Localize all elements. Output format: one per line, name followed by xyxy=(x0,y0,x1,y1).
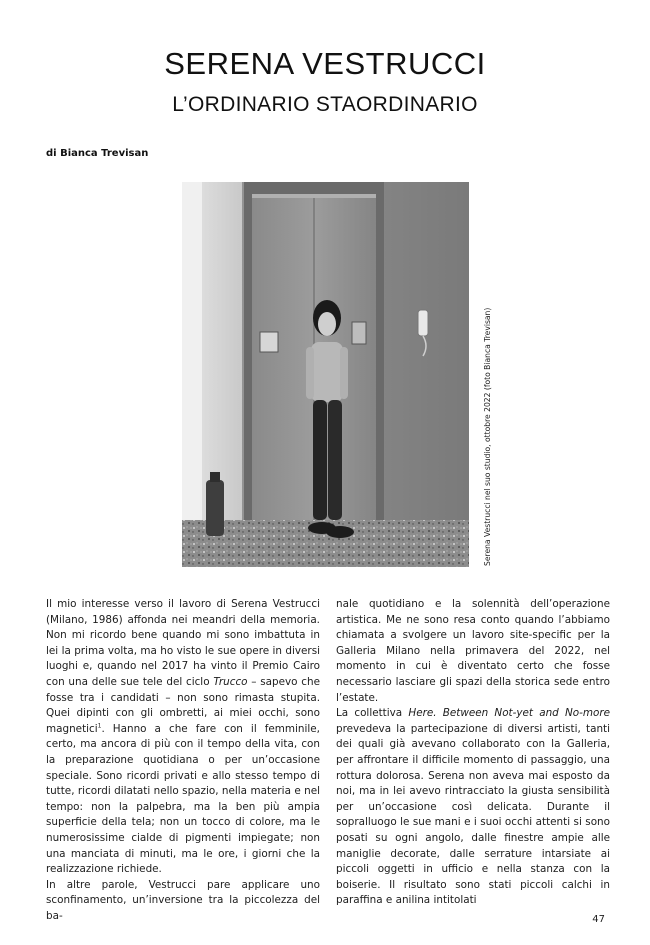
photo-caption: Serena Vestrucci nel suo studio, ottobre 2022 (foto Bianca Trevisan) xyxy=(483,307,492,566)
paragraph xyxy=(336,706,610,909)
italic-title: Trucco xyxy=(213,675,248,688)
paragraph: nale quotidiano e la solennità dell’operazione artistica. Me ne sono resa conto quando l’abbiamo chiamata a svolgere un lavoro site-specific per la Galleria Milano nella primavera del 2022, nel momento in cui è diventato certo che fosse necessario lasciare gli spazi della storica sede entro l’estate. xyxy=(336,598,610,704)
italic-title: Here. Between Not-yet and No-more xyxy=(408,707,610,720)
page-number: 47 xyxy=(592,914,605,925)
artist-photo xyxy=(182,182,469,567)
body-column-left xyxy=(46,597,320,924)
text-run: – sapevo che fosse tra i candidati – non sono rimasta stupita. Quei dipinti con gli ombretti, ai miei occhi, sono magnetici xyxy=(46,675,320,735)
byline: di Bianca Trevisan xyxy=(46,148,149,159)
article-title: SERENA VESTRUCCI xyxy=(164,46,486,81)
text-run: . Hanno a che fare con il femminile, certo, ma ancora di più con il tempo della vita, con la preparazione quotidiana o per un’occasione speciale. Sono ricordi privati e allo stesso tempo di tutte, ricordi dilatati nello spazio, nella materia e nel tempo: non la palpebra, ma la ben più ampia superficie della tela; non un tocco di colore, ma le numerosissime cialde di pigmenti impiegate; non una manciata di minuti, ma le ore, i giorni che la realizzazione richiede. xyxy=(46,722,320,876)
text-run: prevedeva la partecipazione di diversi artisti, tanti dei quali già avevano collaborato con la Galleria, per affrontare il difficile momento di passaggio, una rottura dolorosa. Serena non aveva mai esposto da noi, ma in lei avevo rintracciato la giusta sensibilità per un’occasione così delicata. Durante il sopralluogo le sue mani e i suoi occhi attenti si sono posati su ogni angolo, dalle finestre ampie alle maniglie decorate, dalle serrature intarsiate ai piccoli oggetti in ufficio e nella stanza con la boiserie. Il risultato sono stati piccoli calchi in paraffina e anilina intitolati xyxy=(336,722,610,907)
body-column-right xyxy=(336,597,610,909)
text-run: Il mio interesse verso il lavoro di Serena Vestrucci (Milano, 1986) affonda nei meandri della memoria. Non mi ricordo bene quando mi sono imbattuta in lei la prima volta, ma ho visto le sue opere in diversi luoghi e, quando nel 2017 ha vinto il Premio Cairo con una delle sue tele del ciclo xyxy=(46,598,320,688)
paragraph xyxy=(46,597,320,878)
footnote-ref: 1 xyxy=(97,722,102,730)
article-subtitle: L’ORDINARIO STAORDINARIO xyxy=(172,93,478,116)
text-run: La collettiva xyxy=(336,707,409,720)
paragraph: In altre parole, Vestrucci pare applicare uno sconfinamento, un’inversione tra la piccolezza del ba- xyxy=(46,878,320,922)
